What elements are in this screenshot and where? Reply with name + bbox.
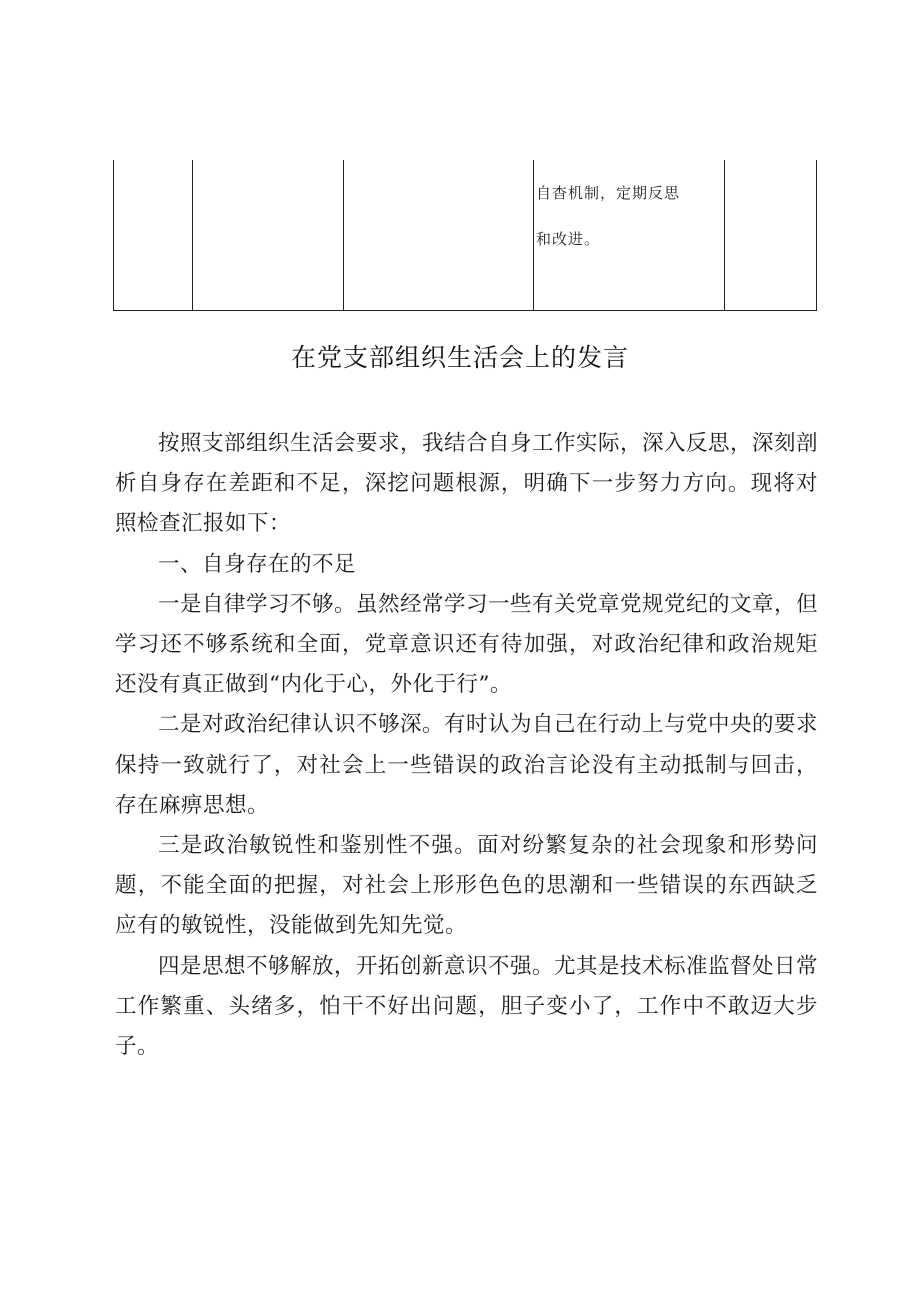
- table-cell-text: 和改进。: [536, 230, 601, 248]
- table-border-right: [816, 160, 817, 310]
- body-paragraph: 一是自律学习不够。虽然经常学习一些有关党章党规党纪的文章，但学习还不够系统和全面，党章意识还有待加强，对政治纪律和政治规矩还没有真正做到“内化于心，外化于行”。: [115, 591, 819, 698]
- body-paragraph: 三是政治敏锐性和鉴别性不强。面对纷繁复杂的社会现象和形势问题，不能全面的把握，对社会上形形色色的思潮和一些错误的东西缺乏应有的敏锐性，没能做到先知先觉。: [115, 833, 818, 939]
- table-column-divider: [343, 160, 344, 310]
- section-heading: 一、自身存在的不足: [158, 551, 357, 577]
- table-fragment: [113, 160, 817, 311]
- document-title: 在党支部组织生活会上的发言: [290, 343, 629, 372]
- body-paragraph: 二是对政治纪律认识不够深。有时认为自己在行动上与党中央的要求保持一致就行了，对社会上一些错误的政治言论没有主动抵制与回击，存在麻痹思想。: [115, 712, 819, 818]
- table-cell-text: 自杳机制，定期反思: [536, 184, 681, 202]
- table-column-divider: [192, 160, 193, 310]
- body-paragraph: 四是思想不够解放，开拓创新意识不强。尤其是技术标准监督处日常工作繁重、头绪多，怕干不好出问题，胆子变小了，工作中不敢迈大步子。: [115, 953, 819, 1060]
- document-body: [115, 424, 818, 1067]
- table-column-divider: [533, 160, 534, 310]
- table-column-divider: [724, 160, 725, 310]
- table-border-left: [113, 160, 114, 310]
- intro-paragraph: 按照支部组织生活会要求，我结合自身工作实际，深入反思，深刻剖析自身存在差距和不足，深挖问题根源，明确下一步努力方向。现将对照检查汇报如下：: [115, 431, 819, 537]
